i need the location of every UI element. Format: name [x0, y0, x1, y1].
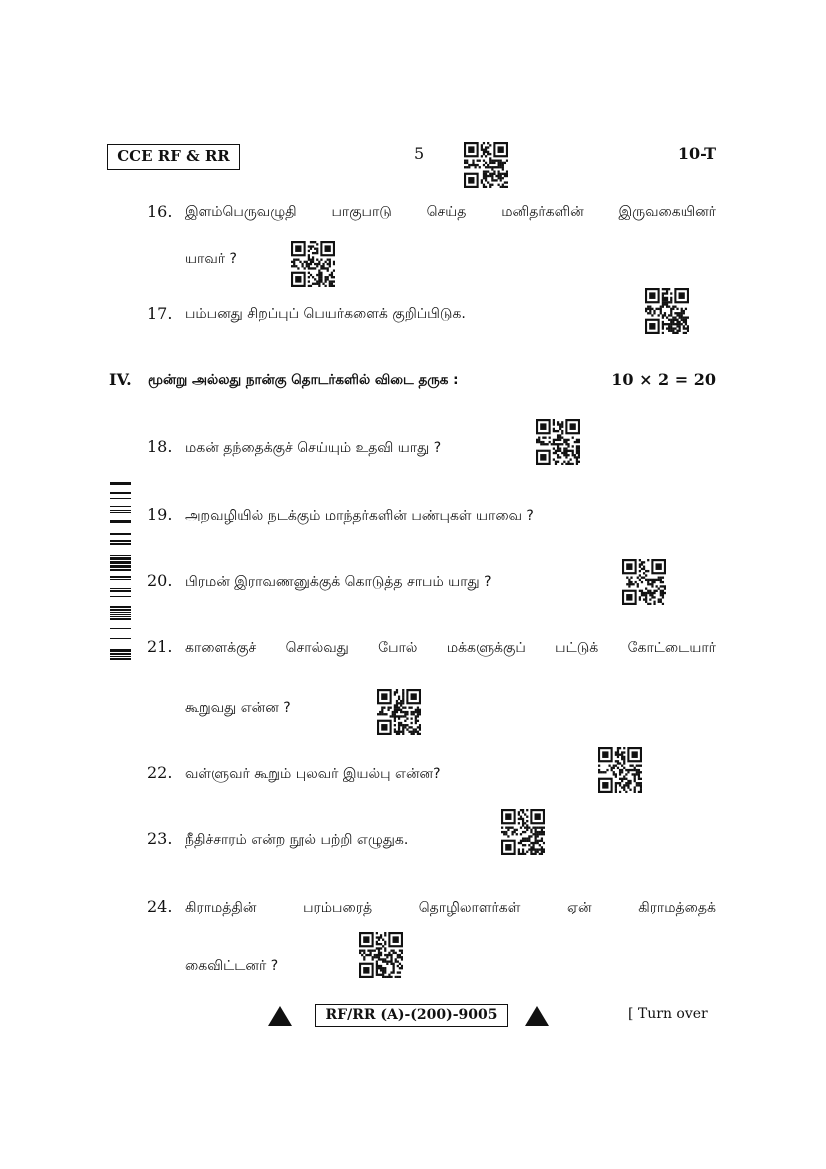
question-text-justified — [185, 640, 716, 658]
question-word: கிராமத்தின் — [185, 900, 257, 916]
question-word: பாகுபாடு — [331, 204, 392, 220]
section-marks: 10 × 2 = 20 — [611, 370, 716, 389]
question-word: ஏன் — [567, 900, 592, 916]
question-word: தொழிலாளர்கள் — [418, 900, 521, 916]
question-number: 16. — [147, 202, 173, 221]
question-text: அறவழியில் நடக்கும் மாந்தர்களின் பண்புகள் யாவை ? — [185, 508, 534, 524]
qr-code-icon — [377, 689, 421, 735]
section-instruction: மூன்று அல்லது நான்கு தொடர்களில் விடை தருக : — [148, 372, 459, 388]
question-number: 18. — [147, 437, 173, 456]
question-text-continued: கைவிட்டனர் ? — [185, 958, 279, 974]
question-number: 21. — [147, 637, 173, 656]
barcode-icon — [110, 482, 131, 660]
question-text: நீதிச்சாரம் என்ற நூல் பற்றி எழுதுக. — [185, 832, 409, 848]
question-word: பரம்பரைத் — [303, 900, 373, 916]
question-text-justified — [185, 204, 716, 222]
qr-code-icon — [598, 747, 642, 793]
qr-code-icon — [645, 288, 689, 334]
qr-code-icon — [622, 559, 666, 605]
question-word: இளம்பெருவழுதி — [185, 204, 297, 220]
question-number: 23. — [147, 829, 173, 848]
question-word: மக்களுக்குப் — [446, 640, 526, 656]
question-word: செய்த — [426, 204, 467, 220]
turn-over-label: [ Turn over — [628, 1006, 708, 1022]
qr-code-icon — [291, 241, 335, 287]
question-word: மனிதர்களின் — [501, 204, 584, 220]
question-word: கோட்டையார் — [627, 640, 716, 656]
question-number: 22. — [147, 763, 173, 782]
paper-code-box: RF/RR (A)-(200)-9005 — [315, 1004, 508, 1027]
question-text: பம்பனது சிறப்புப் பெயர்களைக் குறிப்பிடுக. — [185, 306, 466, 322]
question-text: மகன் தந்தைக்குச் செய்யும் உதவி யாது ? — [185, 440, 442, 456]
question-text: பிரமன் இராவணனுக்குக் கொடுத்த சாபம் யாது ? — [185, 574, 492, 590]
question-text: வள்ளுவர் கூறும் புலவர் இயல்பு என்ன? — [185, 766, 441, 782]
qr-code-icon — [536, 419, 580, 465]
question-word: பட்டுக் — [555, 640, 599, 656]
qr-code-icon — [464, 142, 508, 188]
question-text-continued: கூறுவது என்ன ? — [185, 700, 291, 716]
question-word: இருவகையினர் — [618, 204, 716, 220]
question-number: 17. — [147, 304, 173, 323]
question-number: 24. — [147, 897, 173, 916]
question-number: 19. — [147, 505, 173, 524]
page-number: 5 — [414, 144, 425, 163]
question-number: 20. — [147, 571, 173, 590]
triangle-right-icon — [525, 1006, 549, 1026]
qr-code-icon — [359, 932, 403, 978]
qr-code-icon — [501, 809, 545, 855]
question-text-justified — [185, 900, 716, 918]
question-word: கிராமத்தைக் — [638, 900, 716, 916]
subject-code: 10-T — [677, 144, 716, 163]
question-word: காளைக்குச் — [185, 640, 257, 656]
question-word: போல் — [378, 640, 418, 656]
section-number: IV. — [109, 370, 132, 389]
question-word: சொல்வது — [285, 640, 349, 656]
question-text-continued: யாவர் ? — [185, 251, 237, 267]
triangle-left-icon — [268, 1006, 292, 1026]
exam-code-box: CCE RF & RR — [107, 144, 240, 170]
